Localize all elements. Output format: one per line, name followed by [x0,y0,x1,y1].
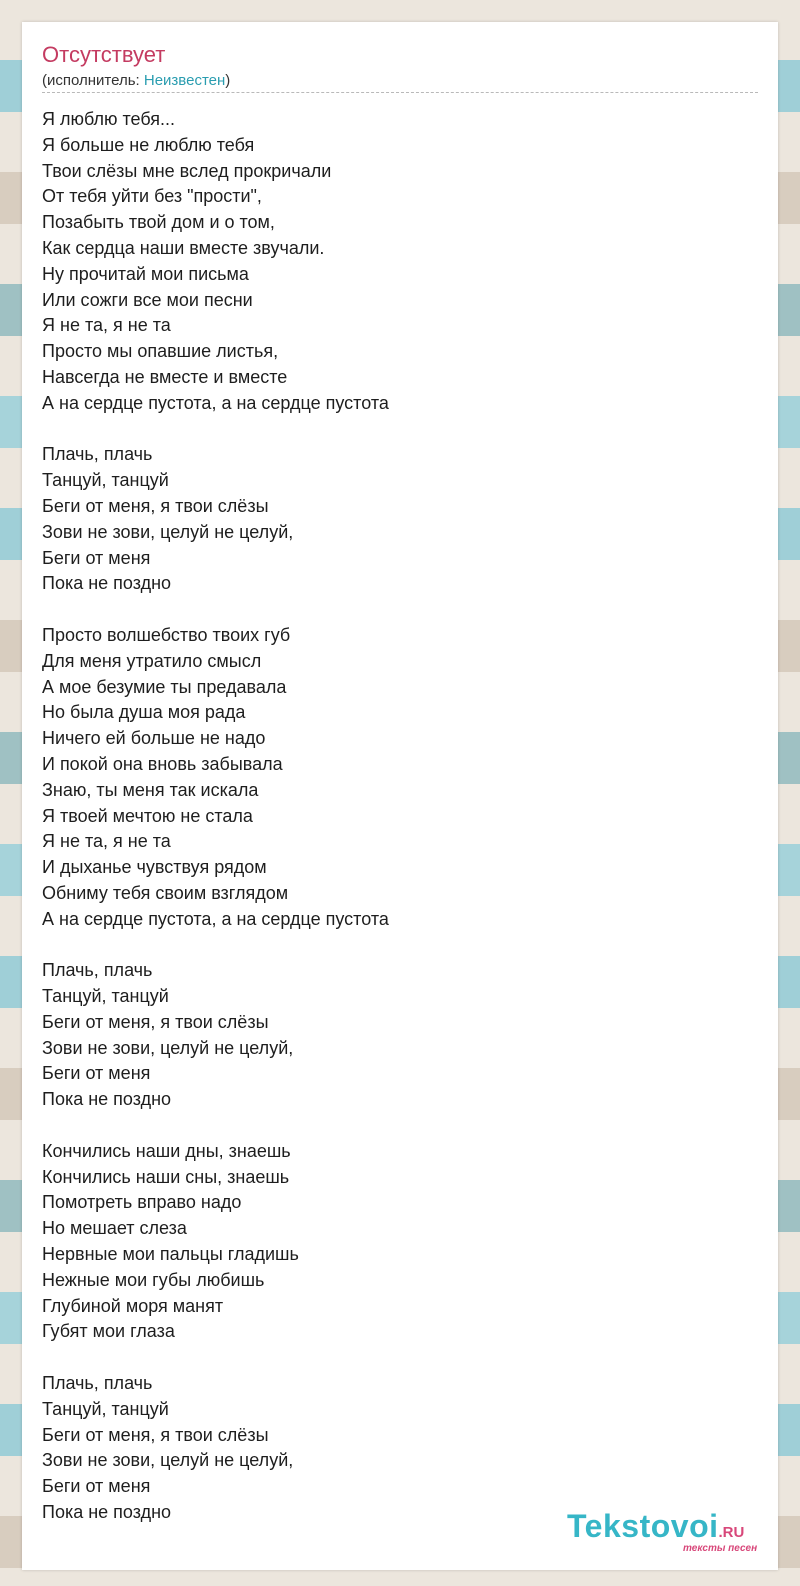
lyrics-text: Я люблю тебя... Я больше не люблю тебя Твои слёзы мне вслед прокричали От тебя уйти без "прости", Позабыть твой дом и о том, Как сердца наши вместе звучали. Ну прочитай мои письма Или сожги все мои песни Я не та, я не та Просто мы опавшие листья, Навсегда не вместе и вместе А на сердце пустота, а на сердце пустота Плачь, плачь Танцуй, танцуй Беги от меня, я твои слёзы Зови не зови, целуй не целуй, Беги от меня Пока не поздно Просто волшебство твоих губ Для меня утратило смысл А мое безумие ты предавала Но была душа моя рада Ничего ей больше не надо И покой она вновь забывала Знаю, ты меня так искала Я твоей мечтою не стала Я не та, я не та И дыханье чувствуя рядом Обниму тебя своим взглядом А на сердце пустота, а на сердце пустота Плачь, плачь Танцуй, танцуй Беги от меня, я твои слёзы Зови не зови, целуй не целуй, Беги от меня Пока не поздно Кончились наши дны, знаешь Кончились наши сны, знаешь Помотреть вправо надо Но мешает слеза Нервные мои пальцы гладишь Нежные мои губы любишь Глубиной моря манят Губят мои глаза Плачь, плачь Танцуй, танцуй Беги от меня, я твои слёзы Зови не зови, целуй не целуй, Беги от меня Пока не поздно [42,109,389,1523]
dashed-divider [42,92,758,93]
song-title: Отсутствует [42,42,166,67]
logo-name: Tekstovoi [567,1508,719,1544]
logo-tagline: тексты песен [683,1543,758,1554]
lyrics-card [22,22,778,1570]
artist-suffix: ) [225,72,231,89]
logo-tld: .RU [718,1524,745,1541]
artist-prefix: (исполнитель: [42,72,144,89]
artist-line [42,72,230,90]
artist-link[interactable]: Неизвестен [143,72,226,89]
site-logo[interactable] [567,1508,767,1556]
